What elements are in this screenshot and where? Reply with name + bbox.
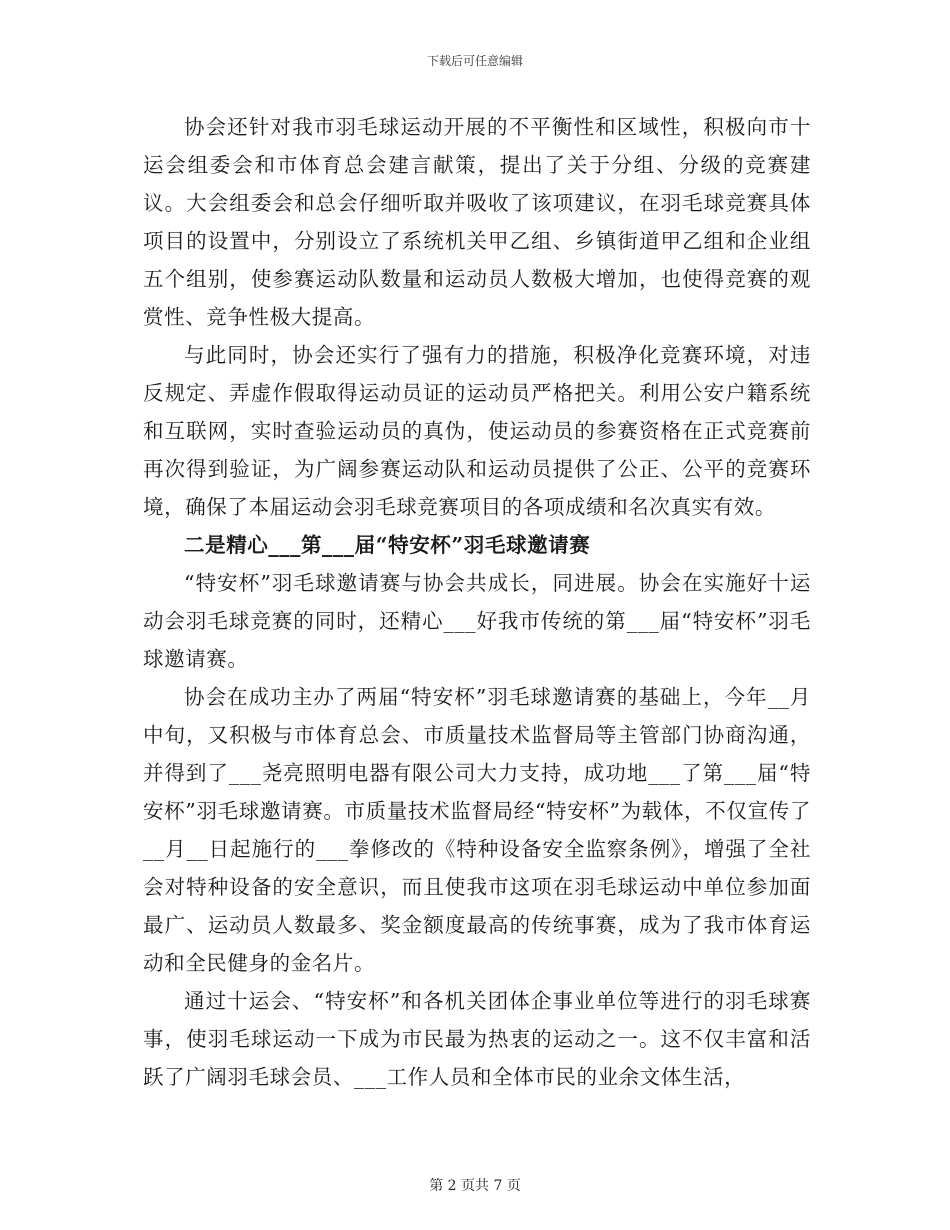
document-body (143, 108, 811, 1096)
paragraph-5: 通过十运会、“特安杯”和各机关团体企事业单位等进行的羽毛球赛事，使羽毛球运动一下成为市民最为热衷的运动之一。这不仅丰富和活跃了广阔羽毛球会员、___工作人员和全体市民的业余文体生活， (143, 989, 811, 1089)
section-heading: 二是精心___第___届“特安杯”羽毛球邀请赛 (184, 533, 591, 557)
page-header: 下载后可任意编辑 (426, 54, 523, 68)
paragraph-4: 协会在成功主办了两届“特安杯”羽毛球邀请赛的基础上，今年__月中旬，又积极与市体育总会、市质量技术监督局等主管部门协商沟通，并得到了___尧亮照明电器有限公司大力支持，成功地___了第___届“特安杯”羽毛球邀请赛。市质量技术监督局经“特安杯”为载体，不仅宣传了__月__日起施行的___拳修改的《特种设备安全监察条例》，增强了全社会对特种设备的安全意识，而且使我市这项在羽毛球运动中单位参加面最广、运动员人数最多、奖金额度最高的传统事赛，成为了我市体育运动和全民健身的金名片。 (143, 685, 811, 975)
paragraph-3: “特安杯”羽毛球邀请赛与协会共成长，同进展。协会在实施好十运动会羽毛球竞赛的同时，还精心___好我市传统的第___届“特安杯”羽毛球邀请赛。 (143, 571, 811, 671)
page-number: 第 2 页共 7 页 (429, 1178, 521, 1194)
paragraph-2: 与此同时，协会还实行了强有力的措施，积极净化竞赛环境，对违反规定、弄虚作假取得运动员证的运动员严格把关。利用公安户籍系统和互联网，实时查验运动员的真伪，使运动员的参赛资格在正式竞赛前再次得到验证，为广阔参赛运动队和运动员提供了公正、公平的竞赛环境，确保了本届运动会羽毛球竞赛项目的各项成绩和名次真实有效。 (143, 343, 811, 519)
paragraph-1: 协会还针对我市羽毛球运动开展的不平衡性和区域性，积极向市十运会组委会和市体育总会建言献策，提出了关于分组、分级的竞赛建议。大会组委会和总会仔细听取并吸收了该项建议，在羽毛球竞赛具体项目的设置中，分别设立了系统机关甲乙组、乡镇街道甲乙组和企业组五个组别，使参赛运动队数量和运动员人数极大增加，也使得竞赛的观赏性、竞争性极大提高。 (143, 115, 811, 329)
